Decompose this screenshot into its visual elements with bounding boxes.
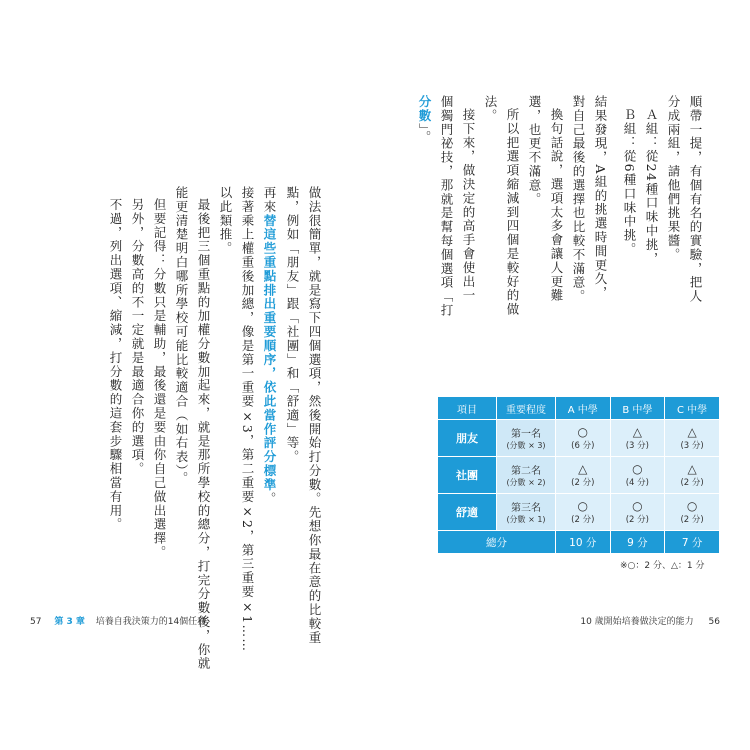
score-symbol: ○ xyxy=(686,498,698,513)
text-column: 以此類推。 xyxy=(218,186,233,256)
table-header-cell: 項目 xyxy=(438,397,497,420)
total-cell: 10 分 xyxy=(556,531,611,554)
score-points: (2 分) xyxy=(625,514,649,525)
table-row xyxy=(438,457,720,494)
score-cell xyxy=(610,494,665,531)
score-symbol: △ xyxy=(632,424,642,439)
rank-label: 第一名 xyxy=(511,429,541,440)
total-cell: 7 分 xyxy=(665,531,720,554)
score-symbol: ○ xyxy=(632,498,643,513)
table-header-cell: 重要程度 xyxy=(497,397,556,420)
weight-label: (分數 × 2) xyxy=(506,478,546,487)
rank-cell xyxy=(497,494,556,531)
text-column: 最後把三個重點的加權分數加起來，就是那所學校的總分，打完分數後，你就 xyxy=(196,198,211,671)
rank-label: 第二名 xyxy=(511,466,541,477)
score-cell xyxy=(556,494,611,531)
highlight-text: 分數 xyxy=(417,95,432,123)
table-row xyxy=(438,494,720,531)
score-symbol: ○ xyxy=(577,424,589,439)
text-column: 另外，分數高的不一定就是最適合你的選項。 xyxy=(130,198,145,476)
score-symbol: ○ xyxy=(632,461,643,476)
text-fragment: 再來 xyxy=(262,186,277,214)
text-column-highlight xyxy=(262,186,276,506)
weight-label: (分數 × 3) xyxy=(506,441,546,450)
weight-label: (分數 × 1) xyxy=(506,515,546,524)
text-column: 分成兩組，請他們挑果醬。 xyxy=(666,95,681,262)
score-table xyxy=(437,396,720,554)
text-column: 所以把選項縮減到四個是較好的做 xyxy=(505,108,520,317)
text-column: 能更清楚明白哪所學校可能比較適合（如右表）。 xyxy=(174,186,189,486)
score-symbol: ○ xyxy=(577,498,589,513)
score-cell xyxy=(665,494,720,531)
text-column: Ｂ組：從6種口味中挑。 xyxy=(622,108,637,257)
text-column: 順帶一提，有個有名的實驗，把人 xyxy=(688,95,703,304)
text-column: 接下來，做決定的高手會使出一 xyxy=(461,108,476,303)
text-column: 做法很簡單，就是寫下四個選項，然後開始打分數。先想你最在意的比較重 xyxy=(307,186,322,645)
table-total-row xyxy=(438,531,720,554)
score-points: (2 分) xyxy=(571,514,595,525)
total-label: 總分 xyxy=(438,531,556,554)
text-column: 法。 xyxy=(483,95,498,123)
score-points: (2 分) xyxy=(680,477,704,488)
table-header-cell: A 中學 xyxy=(556,397,611,420)
rank-cell xyxy=(497,457,556,494)
table-row xyxy=(438,420,720,457)
page-number: 56 xyxy=(708,617,720,627)
row-item-label: 舒適 xyxy=(438,494,497,531)
score-points: (4 分) xyxy=(625,477,649,488)
book-title: 10 歲開始培養做決定的能力 xyxy=(580,617,694,627)
score-symbol: △ xyxy=(687,461,697,476)
chapter-title: 培養自我決策力的14個任務 xyxy=(95,617,207,627)
score-cell xyxy=(556,457,611,494)
score-cell xyxy=(610,457,665,494)
text-fragment: 」。 xyxy=(417,122,432,145)
score-points: (3 分) xyxy=(680,440,704,451)
score-cell xyxy=(556,420,611,457)
page-number: 57 xyxy=(30,617,42,627)
text-column-highlight xyxy=(417,95,431,144)
highlight-text: 替這些重點排出重要順序，依此當作評分標準 xyxy=(262,213,277,492)
right-footer xyxy=(580,614,720,627)
rank-cell xyxy=(497,420,556,457)
left-footer xyxy=(30,614,206,627)
total-cell: 9 分 xyxy=(610,531,665,554)
score-points: (3 分) xyxy=(625,440,649,451)
text-fragment: 。 xyxy=(262,491,277,506)
text-column: 個獨門祕技，那就是幫每個選項「打 xyxy=(439,95,454,318)
score-symbol: △ xyxy=(578,461,588,476)
score-points: (2 分) xyxy=(680,514,704,525)
chapter-label: 第 3 章 xyxy=(54,617,85,627)
text-column: 選，也更不滿意。 xyxy=(527,95,542,207)
text-column: 點，例如「朋友」跟「社團」和「舒適」等。 xyxy=(285,186,300,464)
row-item-label: 朋友 xyxy=(438,420,497,457)
score-points: (6 分) xyxy=(571,440,595,451)
text-column: Ａ組：從24種口味中挑， xyxy=(644,108,659,266)
row-item-label: 社團 xyxy=(438,457,497,494)
score-symbol: △ xyxy=(687,424,697,439)
text-column: 換句話說，選項太多會讓人更難 xyxy=(549,108,564,303)
table-header-cell: C 中學 xyxy=(665,397,720,420)
score-cell xyxy=(665,457,720,494)
score-cell xyxy=(665,420,720,457)
table-note: ※○：2 分、△：1 分 xyxy=(620,561,705,571)
text-column: 但要記得：分數只是輔助，最後還是要由你自己做出選擇。 xyxy=(152,198,167,560)
text-column: 對自己最後的選擇也比較不滿意。 xyxy=(571,95,586,304)
rank-label: 第三名 xyxy=(511,503,541,514)
text-column: 不過，列出選項、縮減，打分數的這套步驟相當有用。 xyxy=(108,198,123,532)
score-cell xyxy=(610,420,665,457)
text-column: 結果發現，A組的挑選時間更久， xyxy=(593,95,608,301)
text-column: 接著乘上權重後加總，像是第一重要×3，第二重要×2，第三重要×1…… xyxy=(240,186,255,653)
table-header-row xyxy=(438,397,720,420)
table-header-cell: B 中學 xyxy=(610,397,665,420)
score-points: (2 分) xyxy=(571,477,595,488)
